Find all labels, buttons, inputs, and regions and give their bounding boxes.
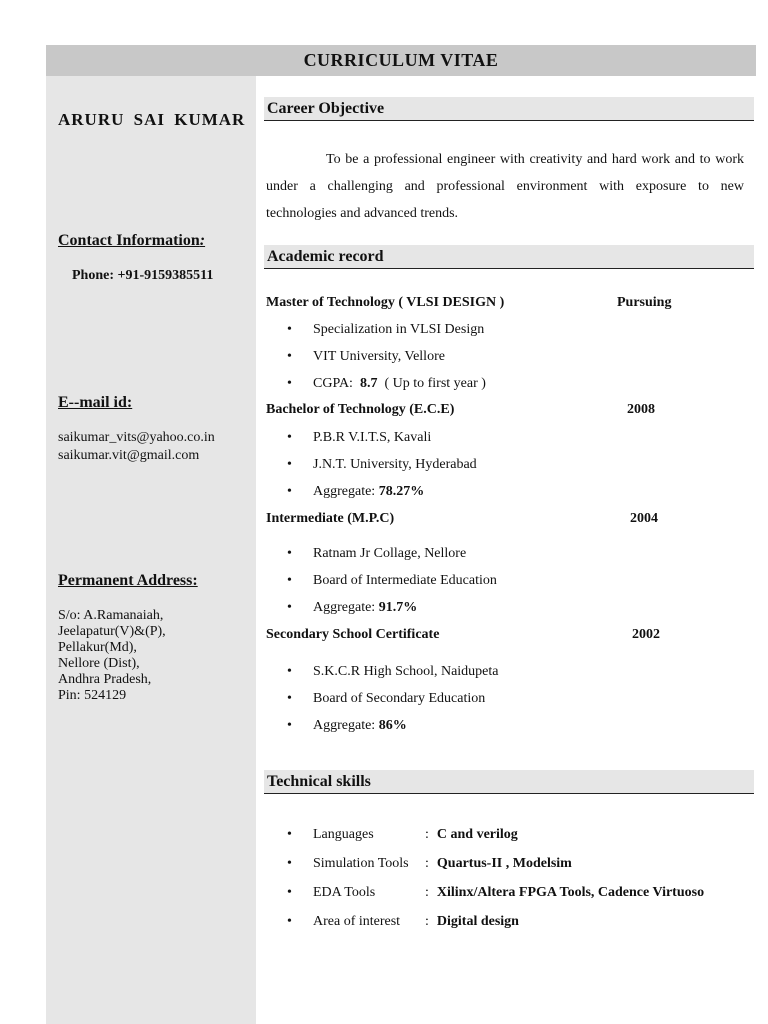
degree-year: 2002 [632,627,660,642]
candidate-name: ARURU SAI KUMAR [58,110,246,129]
degree-details [266,424,477,505]
degree-row [266,511,736,527]
list-item: • Board of Intermediate Education [266,567,497,594]
list-item [266,370,486,397]
address-line: Andhra Pradesh, [58,672,152,687]
degree-details [266,316,486,397]
skill-separator: : [425,856,429,871]
degree-year: 2008 [627,402,655,417]
email-item: saikumar_vits@yahoo.co.in [58,430,215,445]
skill-label: Area of interest [313,914,401,929]
item-label: CGPA: [313,376,360,391]
list-item: • Board of Secondary Education [266,685,499,712]
degree-year: 2004 [630,511,658,526]
degree-details [266,540,497,621]
skill-value: Xilinx/Altera FPGA Tools, Cadence Virtuoso [436,885,705,900]
list-item: • J.N.T. University, Hyderabad [266,451,477,478]
skill-value: Quartus-II , Modelsim [436,856,572,871]
item-label: Aggregate: [313,600,379,615]
address-line: Pin: 524129 [58,688,127,703]
list-item [266,594,497,621]
degree-row [266,627,736,643]
item-value: 78.27% [378,484,425,499]
address-block [58,608,166,704]
address-line: Pellakur(Md), [58,640,137,655]
skill-item [266,820,704,849]
item-label: Aggregate: [313,484,379,499]
list-item [266,712,499,739]
career-objective-text [266,146,744,227]
career-objective-heading: Career Objective [264,97,754,121]
document-title: CURRICULUM VITAE [46,45,756,76]
list-item [266,478,477,505]
address-line: Jeelapatur(V)&(P), [58,624,166,639]
address-line: S/o: A.Ramanaiah, [58,608,164,623]
degree-title: Intermediate (M.P.C) [266,511,395,526]
list-item: • Ratnam Jr Collage, Nellore [266,540,497,567]
degree-title: Master of Technology ( VLSI DESIGN ) [266,295,505,310]
degree-year: Pursuing [617,295,672,310]
degree-details [266,658,499,739]
item-value: 86% [378,718,407,733]
degree-title: Bachelor of Technology (E.C.E) [266,402,455,417]
technical-skills-heading: Technical skills [264,770,754,794]
item-value: 91.7% [378,600,418,615]
degree-title: Secondary School Certificate [266,627,440,642]
skill-label: Simulation Tools [313,856,409,871]
email-list [58,429,215,465]
skill-item [266,878,704,907]
academic-record-heading: Academic record [264,245,754,269]
career-objective-body: To be a professional engineer with creativity and hard work and to work under a challenging and professional environment with exposure to new technologies and advanced trends. [266,152,744,221]
list-item: • VIT University, Vellore [266,343,486,370]
skill-label: EDA Tools [313,885,376,900]
item-suffix: ( Up to first year ) [377,376,486,391]
skill-separator: : [425,827,429,842]
skill-value: Digital design [436,914,519,929]
contact-heading-colon: : [199,232,206,249]
contact-heading [58,232,205,250]
list-item: • S.K.C.R High School, Naidupeta [266,658,499,685]
list-item: • Specialization in VLSI Design [266,316,486,343]
skill-item [266,907,704,936]
contact-heading-text: Contact Information [58,232,200,249]
sidebar [46,76,256,1024]
skill-item [266,849,704,878]
address-heading: Permanent Address: [58,572,198,589]
skills-list [266,820,704,936]
email-item: saikumar.vit@gmail.com [58,448,200,463]
phone-number: Phone: +91-9159385511 [72,268,214,283]
degree-row [266,295,736,311]
list-item: • P.B.R V.I.T.S, Kavali [266,424,477,451]
skill-separator: : [425,885,429,900]
item-value: 8.7 [359,376,378,391]
degree-row [266,402,736,418]
item-label: Aggregate: [313,718,379,733]
skill-separator: : [425,914,429,929]
address-line: Nellore (Dist), [58,656,140,671]
email-heading: E--mail id: [58,394,133,411]
skill-value: C and verilog [436,827,518,842]
skill-label: Languages [313,827,374,842]
